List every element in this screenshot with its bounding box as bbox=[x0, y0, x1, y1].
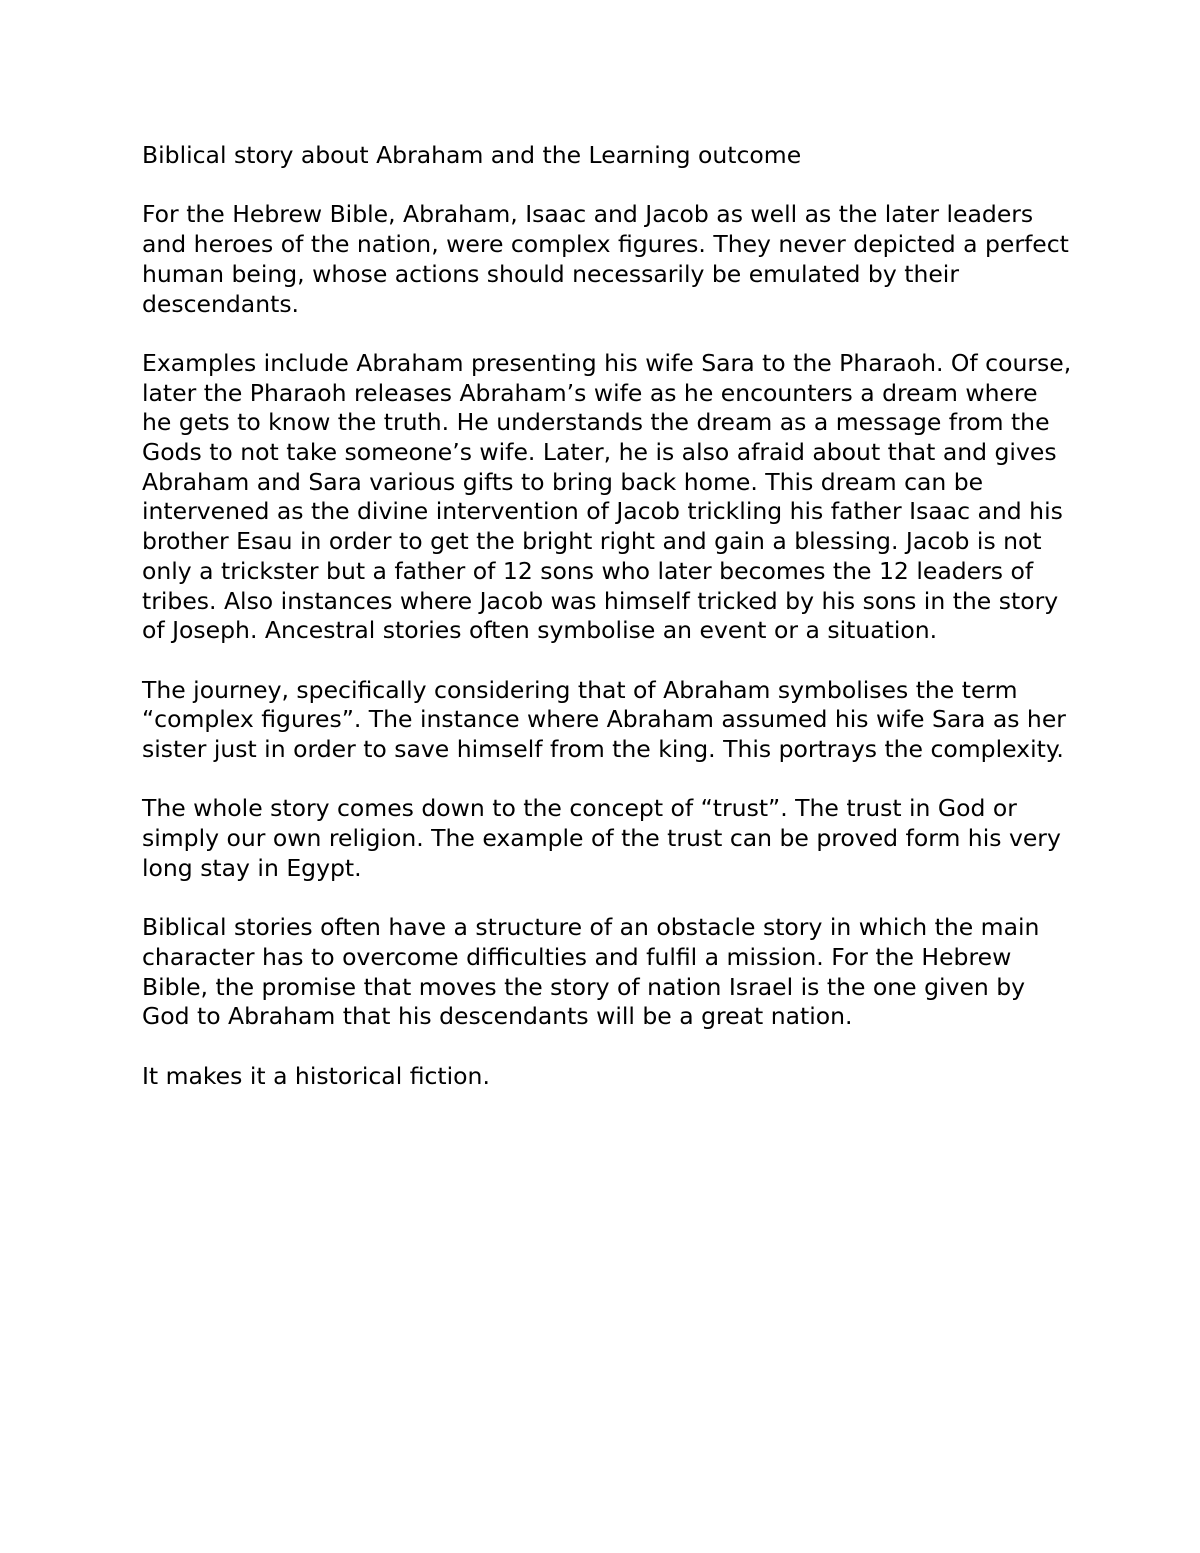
paragraph-complex-figures: For the Hebrew Bible, Abraham, Isaac and Jacob as well as the later leaders and heroes of the nation, were complex figures. They never depicted a perfect human being, whose actions should necessarily be emulated by their descendants. bbox=[142, 200, 1069, 318]
paragraph-examples: Examples include Abraham presenting his wife Sara to the Pharaoh. Of course, later the Pharaoh releases Abraham’s wife as he encounters a dream where he gets to know the truth. He understands the dream as a message from the Gods to not take someone’s wife. Later, he is also afraid about that and gives Abraham and Sara various gifts to bring back home. This dream can be intervened as the divine intervention of Jacob trickling his father Isaac and his brother Esau in order to get the bright right and gain a blessing. Jacob is not only a trickster but a father of 12 sons who later becomes the 12 leaders of tribes. Also instances where Jacob was himself tricked by his sons in the story of Joseph. Ancestral stories often symbolise an event or a situation. bbox=[142, 348, 1072, 645]
document-title: Biblical story about Abraham and the Learning outcome bbox=[142, 141, 802, 169]
paragraph-journey: The journey, specifically considering that of Abraham symbolises the term “complex figures”. The instance where Abraham assumed his wife Sara as her sister just in order to save himself from the king. This portrays the complexity. bbox=[142, 675, 1066, 764]
paragraph-trust: The whole story comes down to the concept of “trust”. The trust in God or simply our own religion. The example of the trust can be proved form his very long stay in Egypt. bbox=[142, 794, 1061, 882]
paragraph-conclusion: It makes it a historical fiction. bbox=[142, 1061, 490, 1090]
paragraph-obstacle-story: Biblical stories often have a structure of an obstacle story in which the main character has to overcome difficulties and fulfil a mission. For the Hebrew Bible, the promise that moves the story of nation Israel is the one given by God to Abraham that his descendants will be a great nation. bbox=[142, 913, 1040, 1031]
document-body bbox=[142, 141, 1072, 1121]
